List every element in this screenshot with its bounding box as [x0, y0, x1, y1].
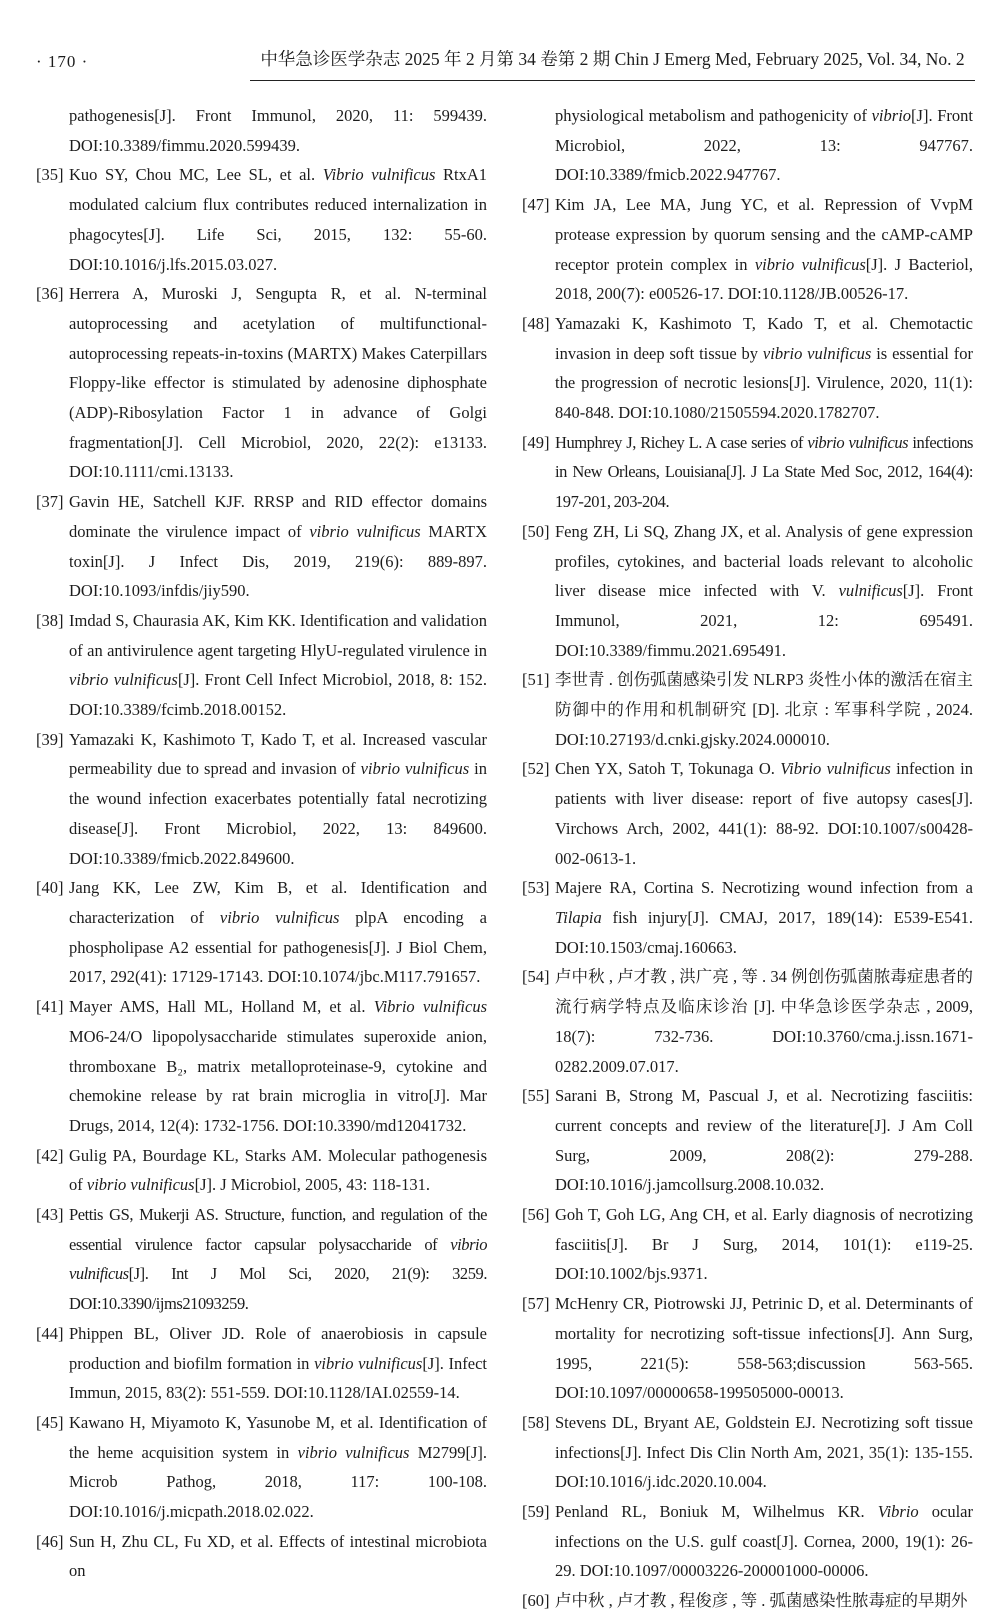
reference-entry	[522, 1200, 973, 1289]
reference-text: Goh T, Goh LG, Ang CH, et al. Early diagnosis of necrotizing fasciitis[J]. Br J Surg, 2014, 101(1): e119-25. DOI:10.1002/bjs.9371.	[555, 1205, 973, 1284]
reference-number: [54]	[522, 967, 550, 987]
reference-text: Kim JA, Lee MA, Jung YC, et al. Repression of VvpM protease expression by quorum sensing and the cAMP-cAMP receptor protein complex in vibrio vulnificus[J]. J Bacteriol, 2018, 200(7): e00526-17. DOI:10.1128/JB.00526-17.	[555, 195, 973, 304]
reference-text: Yamazaki K, Kashimoto T, Kado T, et al. Chemotactic invasion in deep soft tissue by vibrio vulnificus is essential for the progression of necrotic lesions[J]. Virulence, 2020, 11(1): 840-848. DOI:10.1080/21505594.2020.1782707.	[555, 313, 973, 423]
reference-entry	[522, 962, 973, 1081]
page-number: · 170 ·	[36, 52, 89, 71]
reference-text: 李世青 . 创伤弧菌感染引发 NLRP3 炎性小体的激活在宿主防御中的作用和机制研究 [D]. 北京 : 军事科学院 , 2024. DOI:10.27193/d.cnki.gjsky.2024.000010.	[555, 670, 973, 749]
reference-text: Feng ZH, Li SQ, Zhang JX, et al. Analysis of gene expression profiles, cytokines, and bacterial loads relevant to alcoholic liver disease mice infected with V. vulnificus[J]. Front Immunol, 2021, 12: 695491. DOI:10.3389/fimmu.2021.695491.	[555, 521, 973, 660]
reference-entry	[522, 1586, 973, 1616]
reference-entry	[522, 1408, 973, 1497]
reference-entry	[36, 279, 487, 487]
reference-entry	[36, 101, 487, 160]
reference-text: pathogenesis[J]. Front Immunol, 2020, 11: 599439. DOI:10.3389/fimmu.2020.599439.	[69, 106, 487, 155]
reference-entry	[522, 428, 973, 517]
reference-number: [57]	[522, 1294, 550, 1314]
reference-text: Humphrey J, Richey L. A case series of vibrio vulnificus infections in New Orleans, Louisiana[J]. J La State Med Soc, 2012, 164(4): 197-201, 203-204.	[555, 432, 973, 512]
reference-entry	[36, 873, 487, 992]
reference-number: [55]	[522, 1086, 550, 1106]
reference-number: [36]	[36, 284, 64, 304]
reference-number: [39]	[36, 729, 64, 749]
reference-number: [51]	[522, 670, 550, 690]
reference-text: Sun H, Zhu CL, Fu XD, et al. Effects of intestinal microbiota on	[69, 1531, 487, 1581]
reference-text: Chen YX, Satoh T, Tokunaga O. Vibrio vulnificus infection in patients with liver disease: report of five autopsy cases[J]. Virchows Arch, 2002, 441(1): 88-92. DOI:10.1007/s00428-002-0613-1.	[555, 759, 973, 868]
reference-number: [45]	[36, 1412, 64, 1432]
reference-text: Kuo SY, Chou MC, Lee SL, et al. Vibrio vulnificus RtxA1 modulated calcium flux contributes reduced internalization in phagocytes[J]. Life Sci, 2015, 132: 55-60. DOI:10.1016/j.lfs.2015.03.027.	[69, 165, 487, 274]
reference-number: [53]	[522, 878, 550, 898]
reference-entry	[36, 1200, 487, 1319]
reference-text: Jang KK, Lee ZW, Kim B, et al. Identification and characterization of vibrio vulnificus plpA encoding a phospholipase A2 essential for pathogenesis[J]. J Biol Chem, 2017, 292(41): 17129-17143. DOI:10.1074/jbc.M117.791657.	[69, 878, 487, 987]
reference-text: Penland RL, Boniuk M, Wilhelmus KR. Vibrio ocular infections on the U.S. gulf coast[J]. Cornea, 2000, 19(1): 26-29. DOI:10.1097/00003226-200001000-00006.	[555, 1502, 973, 1581]
journal-title-line: 中华急诊医学杂志 2025 年 2 月第 34 卷第 2 期 Chin J Emerg Med, February 2025, Vol. 34, No. 2	[250, 46, 975, 81]
reference-number: [37]	[36, 492, 64, 512]
reference-number: [47]	[522, 195, 550, 215]
reference-text: Imdad S, Chaurasia AK, Kim KK. Identification and validation of an antivirulence agent targeting HlyU-regulated virulence in vibrio vulnificus[J]. Front Cell Infect Microbiol, 2018, 8: 152. DOI:10.3389/fcimb.2018.00152.	[69, 610, 487, 720]
reference-number: [42]	[36, 1145, 64, 1165]
references-column-left	[36, 101, 487, 1616]
reference-entry	[522, 190, 973, 309]
reference-number: [35]	[36, 165, 64, 185]
reference-number: [38]	[36, 610, 64, 630]
reference-entry	[522, 665, 973, 754]
reference-text: 卢中秋 , 卢才教 , 洪广亮 , 等 . 34 例创伤弧菌脓毒症患者的流行病学特点及临床诊治 [J]. 中华急诊医学杂志 , 2009, 18(7): 732-736. DOI:10.3760/cma.j.issn.1671-0282.2009.07.017.	[555, 967, 973, 1076]
reference-entry	[522, 101, 973, 190]
reference-entry	[522, 1289, 973, 1408]
references-column-right	[522, 101, 973, 1616]
reference-text: Pettis GS, Mukerji AS. Structure, function, and regulation of the essential virulence factor capsular polysaccharide of vibrio vulnificus[J]. Int J Mol Sci, 2020, 21(9): 3259. DOI:10.3390/ijms21093259.	[69, 1205, 487, 1314]
reference-text: Yamazaki K, Kashimoto T, Kado T, et al. Increased vascular permeability due to spread and invasion of vibrio vulnificus in the wound infection exacerbates potentially fatal necrotizing disease[J]. Front Microbiol, 2022, 13: 849600. DOI:10.3389/fmicb.2022.849600.	[69, 729, 487, 868]
reference-text: Kawano H, Miyamoto K, Yasunobe M, et al. Identification of the heme acquisition system in vibrio vulnificus M2799[J]. Microb Pathog, 2018, 117: 100-108. DOI:10.1016/j.micpath.2018.02.022.	[69, 1412, 487, 1522]
reference-entry	[36, 1527, 487, 1586]
reference-entry	[36, 487, 487, 606]
reference-number: [56]	[522, 1205, 550, 1225]
reference-entry	[36, 1408, 487, 1527]
reference-entry	[522, 1081, 973, 1200]
reference-text: Stevens DL, Bryant AE, Goldstein EJ. Necrotizing soft tissue infections[J]. Infect Dis Clin North Am, 2021, 35(1): 135-155. DOI:10.1016/j.idc.2020.10.004.	[555, 1412, 973, 1492]
references-section	[36, 101, 975, 1616]
reference-text: Herrera A, Muroski J, Sengupta R, et al. N-terminal autoprocessing and acetylation of multifunctional-autoprocessing repeats-in-toxins (MARTX) Makes Caterpillars Floppy-like effector is stimulated by adenosine diphosphate (ADP)-Ribosylation Factor 1 in advance of Golgi fragmentation[J]. Cell Microbiol, 2020, 22(2): e13133. DOI:10.1111/cmi.13133.	[69, 284, 487, 482]
reference-entry	[36, 992, 487, 1141]
reference-text: Majere RA, Cortina S. Necrotizing wound infection from a Tilapia fish injury[J]. CMAJ, 2017, 189(14): E539-E541. DOI:10.1503/cmaj.160663.	[555, 878, 973, 957]
page-header	[36, 46, 975, 81]
reference-entry	[36, 1141, 487, 1200]
reference-entry	[36, 1319, 487, 1408]
reference-number: [50]	[522, 521, 550, 541]
reference-entry	[36, 160, 487, 279]
reference-text: McHenry CR, Piotrowski JJ, Petrinic D, et al. Determinants of mortality for necrotizing soft-tissue infections[J]. Ann Surg, 1995, 221(5): 558-563;discussion 563-565. DOI:10.1097/00000658-199505000-00013.	[555, 1294, 973, 1403]
reference-number: [60]	[522, 1591, 550, 1611]
reference-entry	[36, 725, 487, 874]
reference-entry	[522, 517, 973, 666]
reference-number: [40]	[36, 878, 64, 898]
reference-entry	[36, 606, 487, 725]
reference-entry	[522, 309, 973, 428]
reference-entry	[522, 873, 973, 962]
reference-text: physiological metabolism and pathogenicity of vibrio[J]. Front Microbiol, 2022, 13: 947767. DOI:10.3389/fmicb.2022.947767.	[555, 106, 973, 185]
reference-text: 卢中秋 , 卢才教 , 程俊彦 , 等 . 弧菌感染性脓毒症的早期外	[555, 1591, 968, 1611]
reference-number: [59]	[522, 1502, 550, 1522]
reference-text: Mayer AMS, Hall ML, Holland M, et al. Vibrio vulnificus MO6-24/O lipopolysaccharide stimulates superoxide anion, thromboxane B₂, matrix metalloproteinase-9, cytokine and chemokine release by rat brain microglia in vitro[J]. Mar Drugs, 2014, 12(4): 1732-1756. DOI:10.3390/md12041732.	[69, 997, 488, 1135]
reference-text: Gulig PA, Bourdage KL, Starks AM. Molecular pathogenesis of vibrio vulnificus[J]. J Microbiol, 2005, 43: 118-131.	[69, 1145, 487, 1195]
reference-entry	[522, 1497, 973, 1586]
reference-number: [48]	[522, 313, 550, 333]
reference-number: [58]	[522, 1412, 550, 1432]
reference-number: [41]	[36, 997, 64, 1017]
reference-number: [49]	[522, 432, 550, 452]
reference-text: Sarani B, Strong M, Pascual J, et al. Necrotizing fasciitis: current concepts and review of the literature[J]. J Am Coll Surg, 2009, 208(2): 279-288. DOI:10.1016/j.jamcollsurg.2008.10.032.	[555, 1086, 973, 1195]
reference-number: [44]	[36, 1323, 64, 1343]
reference-number: [46]	[36, 1531, 64, 1551]
reference-text: Gavin HE, Satchell KJF. RRSP and RID effector domains dominate the virulence impact of vibrio vulnificus MARTX toxin[J]. J Infect Dis, 2019, 219(6): 889-897. DOI:10.1093/infdis/jiy590.	[69, 492, 487, 601]
reference-number: [52]	[522, 759, 550, 779]
reference-text: Phippen BL, Oliver JD. Role of anaerobiosis in capsule production and biofilm formation in vibrio vulnificus[J]. Infect Immun, 2015, 83(2): 551-559. DOI:10.1128/IAI.02559-14.	[69, 1323, 487, 1403]
reference-entry	[522, 754, 973, 873]
reference-number: [43]	[36, 1205, 64, 1225]
